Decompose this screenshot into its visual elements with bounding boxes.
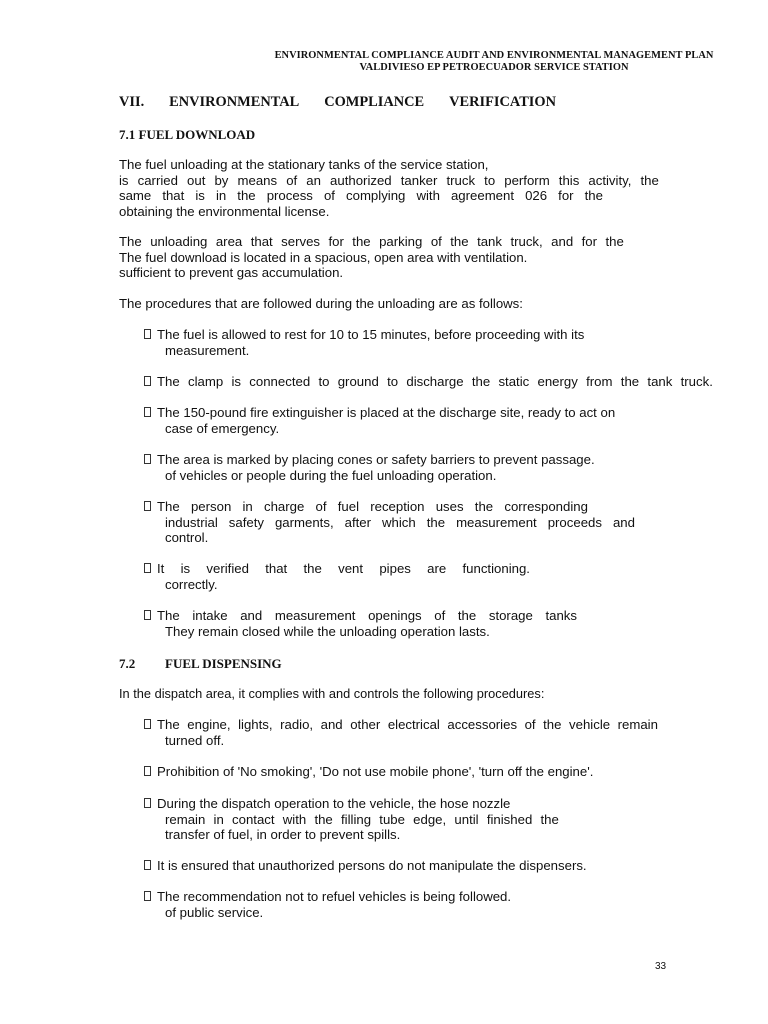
word: after xyxy=(344,514,371,530)
word: means xyxy=(237,172,278,188)
list-item-continuation: They remain closed while the unloading operation lasts. xyxy=(165,623,490,639)
word: area xyxy=(215,234,243,249)
word: tank xyxy=(477,234,502,249)
section-word: ENVIRONMENTAL xyxy=(169,94,300,110)
word: corresponding xyxy=(504,499,588,514)
paragraph-line: In the dispatch area, it complies with and controls the following procedures: xyxy=(119,686,545,701)
list-item-text xyxy=(157,499,588,515)
word: connected xyxy=(249,374,311,389)
word: the xyxy=(471,374,491,389)
word: is xyxy=(119,172,129,188)
word: truck xyxy=(446,172,476,188)
word: of xyxy=(315,499,327,514)
header-line-1: ENVIRONMENTAL COMPLIANCE AUDIT AND ENVIRONMENTAL MANAGEMENT PLAN xyxy=(274,50,714,61)
paragraph-line: The procedures that are followed during the unloading are as follows: xyxy=(119,296,523,311)
word: for xyxy=(328,234,344,249)
word: same xyxy=(119,188,152,204)
checkbox-bullet-icon xyxy=(144,891,151,901)
list-item xyxy=(143,889,511,920)
list-item-text: During the dispatch operation to the vehicle, the hose nozzle xyxy=(157,796,511,811)
word: and xyxy=(320,717,343,732)
word: authorized xyxy=(330,172,392,188)
paragraph xyxy=(119,296,523,312)
word: radio, xyxy=(280,717,314,732)
word: The xyxy=(157,717,180,732)
paragraph-line: sufficient to prevent gas accumulation. xyxy=(119,265,344,281)
word: the xyxy=(543,717,562,732)
word: uses xyxy=(435,499,464,514)
word: agreement xyxy=(450,188,515,204)
word: intake xyxy=(192,608,228,623)
list-item-text xyxy=(157,374,713,390)
word: The xyxy=(157,374,180,389)
word: are xyxy=(427,561,447,576)
word: charge xyxy=(263,499,305,514)
list-item-continuation xyxy=(165,515,635,531)
word: The xyxy=(119,234,142,249)
word: reception xyxy=(370,499,425,514)
list-item-continuation: measurement. xyxy=(165,342,250,358)
word: contact xyxy=(232,811,275,827)
word: remain xyxy=(617,717,658,732)
word: of xyxy=(524,717,536,732)
word: tanks xyxy=(545,608,577,623)
section-heading xyxy=(119,93,556,111)
word: measurement xyxy=(274,608,356,623)
list-item xyxy=(143,561,530,592)
word: for xyxy=(581,234,598,249)
list-item-continuation: turned off. xyxy=(165,732,225,748)
word: the xyxy=(314,811,333,827)
word: tank xyxy=(647,374,673,389)
subsection-title-7-1: 7.1 FUEL DOWNLOAD xyxy=(119,127,256,142)
word: edge, xyxy=(413,811,447,827)
word: and xyxy=(612,514,635,530)
paragraph xyxy=(119,157,659,219)
list-item xyxy=(143,452,595,483)
list-item xyxy=(143,717,658,748)
paragraph-line xyxy=(119,173,659,189)
word: lights, xyxy=(238,717,273,732)
word: and xyxy=(551,234,574,249)
word: tanker xyxy=(400,172,438,188)
word: openings xyxy=(368,608,422,623)
word: storage xyxy=(488,608,533,623)
word: measurement xyxy=(456,514,537,530)
checkbox-bullet-icon xyxy=(144,407,151,417)
list-item-continuation: correctly. xyxy=(165,576,218,592)
word: in xyxy=(213,811,224,827)
list-item-continuation: of public service. xyxy=(165,904,264,920)
word: vent xyxy=(338,561,364,576)
word: the xyxy=(474,499,494,514)
word: safety xyxy=(228,514,264,530)
word: of xyxy=(286,172,298,188)
word: an xyxy=(306,172,321,188)
word: unloading xyxy=(150,234,208,249)
list-item-continuation: control. xyxy=(165,530,209,546)
word: with xyxy=(282,811,307,827)
word: The xyxy=(157,608,180,623)
word: that xyxy=(250,234,273,249)
word: is xyxy=(195,188,205,204)
word: which xyxy=(382,514,416,530)
word: accessories xyxy=(447,717,518,732)
word: clamp xyxy=(188,374,224,389)
word: from xyxy=(586,374,613,389)
word: until xyxy=(454,811,479,827)
word: industrial xyxy=(165,514,218,530)
list-item-text: The fuel is allowed to rest for 10 to 15 minutes, before proceeding with its xyxy=(157,327,585,342)
section-number: VII. xyxy=(119,94,145,110)
checkbox-bullet-icon xyxy=(144,376,151,386)
list-item-continuation: of vehicles or people during the fuel unloading operation. xyxy=(165,467,497,483)
word: The xyxy=(157,499,180,514)
word: vehicle xyxy=(569,717,611,732)
header-line-2: VALDIVIESO EP PETROECUADOR SERVICE STATION xyxy=(359,62,629,73)
list-item xyxy=(143,764,593,780)
list-item-text xyxy=(157,608,577,624)
word: functioning. xyxy=(462,561,530,576)
list-item-text: The recommendation not to refuel vehicles is being followed. xyxy=(157,889,512,904)
word: parking xyxy=(379,234,423,249)
word: filling xyxy=(341,811,372,827)
word: the xyxy=(450,234,469,249)
word: process xyxy=(266,188,313,204)
word: to xyxy=(387,374,399,389)
word: of xyxy=(323,188,335,204)
word: for xyxy=(558,188,574,204)
word: It xyxy=(157,561,165,576)
running-header xyxy=(240,50,748,74)
section-word: COMPLIANCE xyxy=(324,94,425,110)
list-item-text: The area is marked by placing cones or safety barriers to prevent passage. xyxy=(157,452,595,467)
word: in xyxy=(242,499,253,514)
word: other xyxy=(350,717,381,732)
paragraph-line: The fuel unloading at the stationary tanks of the service station, xyxy=(119,157,489,172)
word: activity, xyxy=(588,172,632,188)
word: of xyxy=(430,234,442,249)
word: electrical xyxy=(387,717,440,732)
checkbox-bullet-icon xyxy=(144,610,151,620)
list-item-continuation: transfer of fuel, in order to prevent spills. xyxy=(165,827,401,843)
word: truck, xyxy=(510,234,543,249)
subsection-title-text: FUEL DISPENSING xyxy=(165,656,282,671)
checkbox-bullet-icon xyxy=(144,860,151,870)
list-item-text: The 150-pound fire extinguisher is placed at the discharge site, ready to act on xyxy=(157,405,616,420)
paragraph-line: The fuel download is located in a spacious, open area with ventilation. xyxy=(119,249,528,265)
list-item-text xyxy=(157,717,658,733)
word: tube xyxy=(379,811,405,827)
word: 026 xyxy=(525,188,548,204)
word: by xyxy=(214,172,229,188)
checkbox-bullet-icon xyxy=(144,454,151,464)
word: proceeds xyxy=(547,514,602,530)
list-item-text: It is ensured that unauthorized persons do not manipulate the dispensers. xyxy=(157,858,587,873)
word: in xyxy=(215,188,227,204)
list-item xyxy=(143,608,577,639)
page-number: 33 xyxy=(655,961,667,972)
word: truck. xyxy=(680,374,713,389)
checkbox-bullet-icon xyxy=(144,329,151,339)
word: finished xyxy=(486,811,533,827)
word: verified xyxy=(206,561,249,576)
word: is xyxy=(231,374,242,389)
word: that xyxy=(265,561,288,576)
word: out xyxy=(187,172,206,188)
list-item-text xyxy=(157,561,530,577)
word: of xyxy=(434,608,446,623)
word: the xyxy=(426,514,446,530)
word: the xyxy=(605,234,624,249)
word: carried xyxy=(137,172,178,188)
subsection-title-7-2 xyxy=(119,656,282,672)
word: engine, xyxy=(187,717,231,732)
word: ground xyxy=(337,374,379,389)
word: the xyxy=(352,234,371,249)
word: pipes xyxy=(379,561,411,576)
word: serves xyxy=(281,234,320,249)
paragraph xyxy=(119,234,629,281)
word: person xyxy=(190,499,232,514)
list-item xyxy=(143,499,635,546)
section-word: VERIFICATION xyxy=(449,94,556,110)
word: garments, xyxy=(274,514,334,530)
word: and xyxy=(240,608,263,623)
checkbox-bullet-icon xyxy=(144,766,151,776)
checkbox-bullet-icon xyxy=(144,563,151,573)
word: with xyxy=(416,188,440,204)
word: fuel xyxy=(337,499,360,514)
checkbox-bullet-icon xyxy=(144,798,151,808)
paragraph-line xyxy=(119,188,603,204)
list-item xyxy=(143,405,615,436)
word: complying xyxy=(346,188,406,204)
word: that xyxy=(162,188,185,204)
word: the xyxy=(457,608,477,623)
list-item xyxy=(143,327,584,358)
list-item xyxy=(143,796,559,843)
word: this xyxy=(558,172,580,188)
word: perform xyxy=(504,172,550,188)
list-item-text: Prohibition of 'No smoking', 'Do not use mobile phone', 'turn off the engine'. xyxy=(157,764,594,779)
paragraph xyxy=(119,686,544,702)
paragraph-line: obtaining the environmental license. xyxy=(119,203,330,219)
word: the xyxy=(540,811,559,827)
word: the xyxy=(640,172,659,188)
list-item xyxy=(143,374,713,390)
paragraph-line xyxy=(119,234,624,250)
word: the xyxy=(584,188,603,204)
word: is xyxy=(180,561,191,576)
checkbox-bullet-icon xyxy=(144,501,151,511)
list-item-continuation xyxy=(165,812,559,828)
checkbox-bullet-icon xyxy=(144,719,151,729)
list-item xyxy=(143,858,587,874)
word: static xyxy=(498,374,530,389)
list-item-continuation: case of emergency. xyxy=(165,420,280,436)
word: energy xyxy=(537,374,578,389)
word: to xyxy=(484,172,496,188)
word: to xyxy=(318,374,330,389)
word: discharge xyxy=(406,374,464,389)
word: the xyxy=(620,374,640,389)
word: remain xyxy=(165,811,206,827)
subsection-number: 7.2 xyxy=(119,656,136,671)
word: the xyxy=(237,188,256,204)
word: the xyxy=(303,561,322,576)
